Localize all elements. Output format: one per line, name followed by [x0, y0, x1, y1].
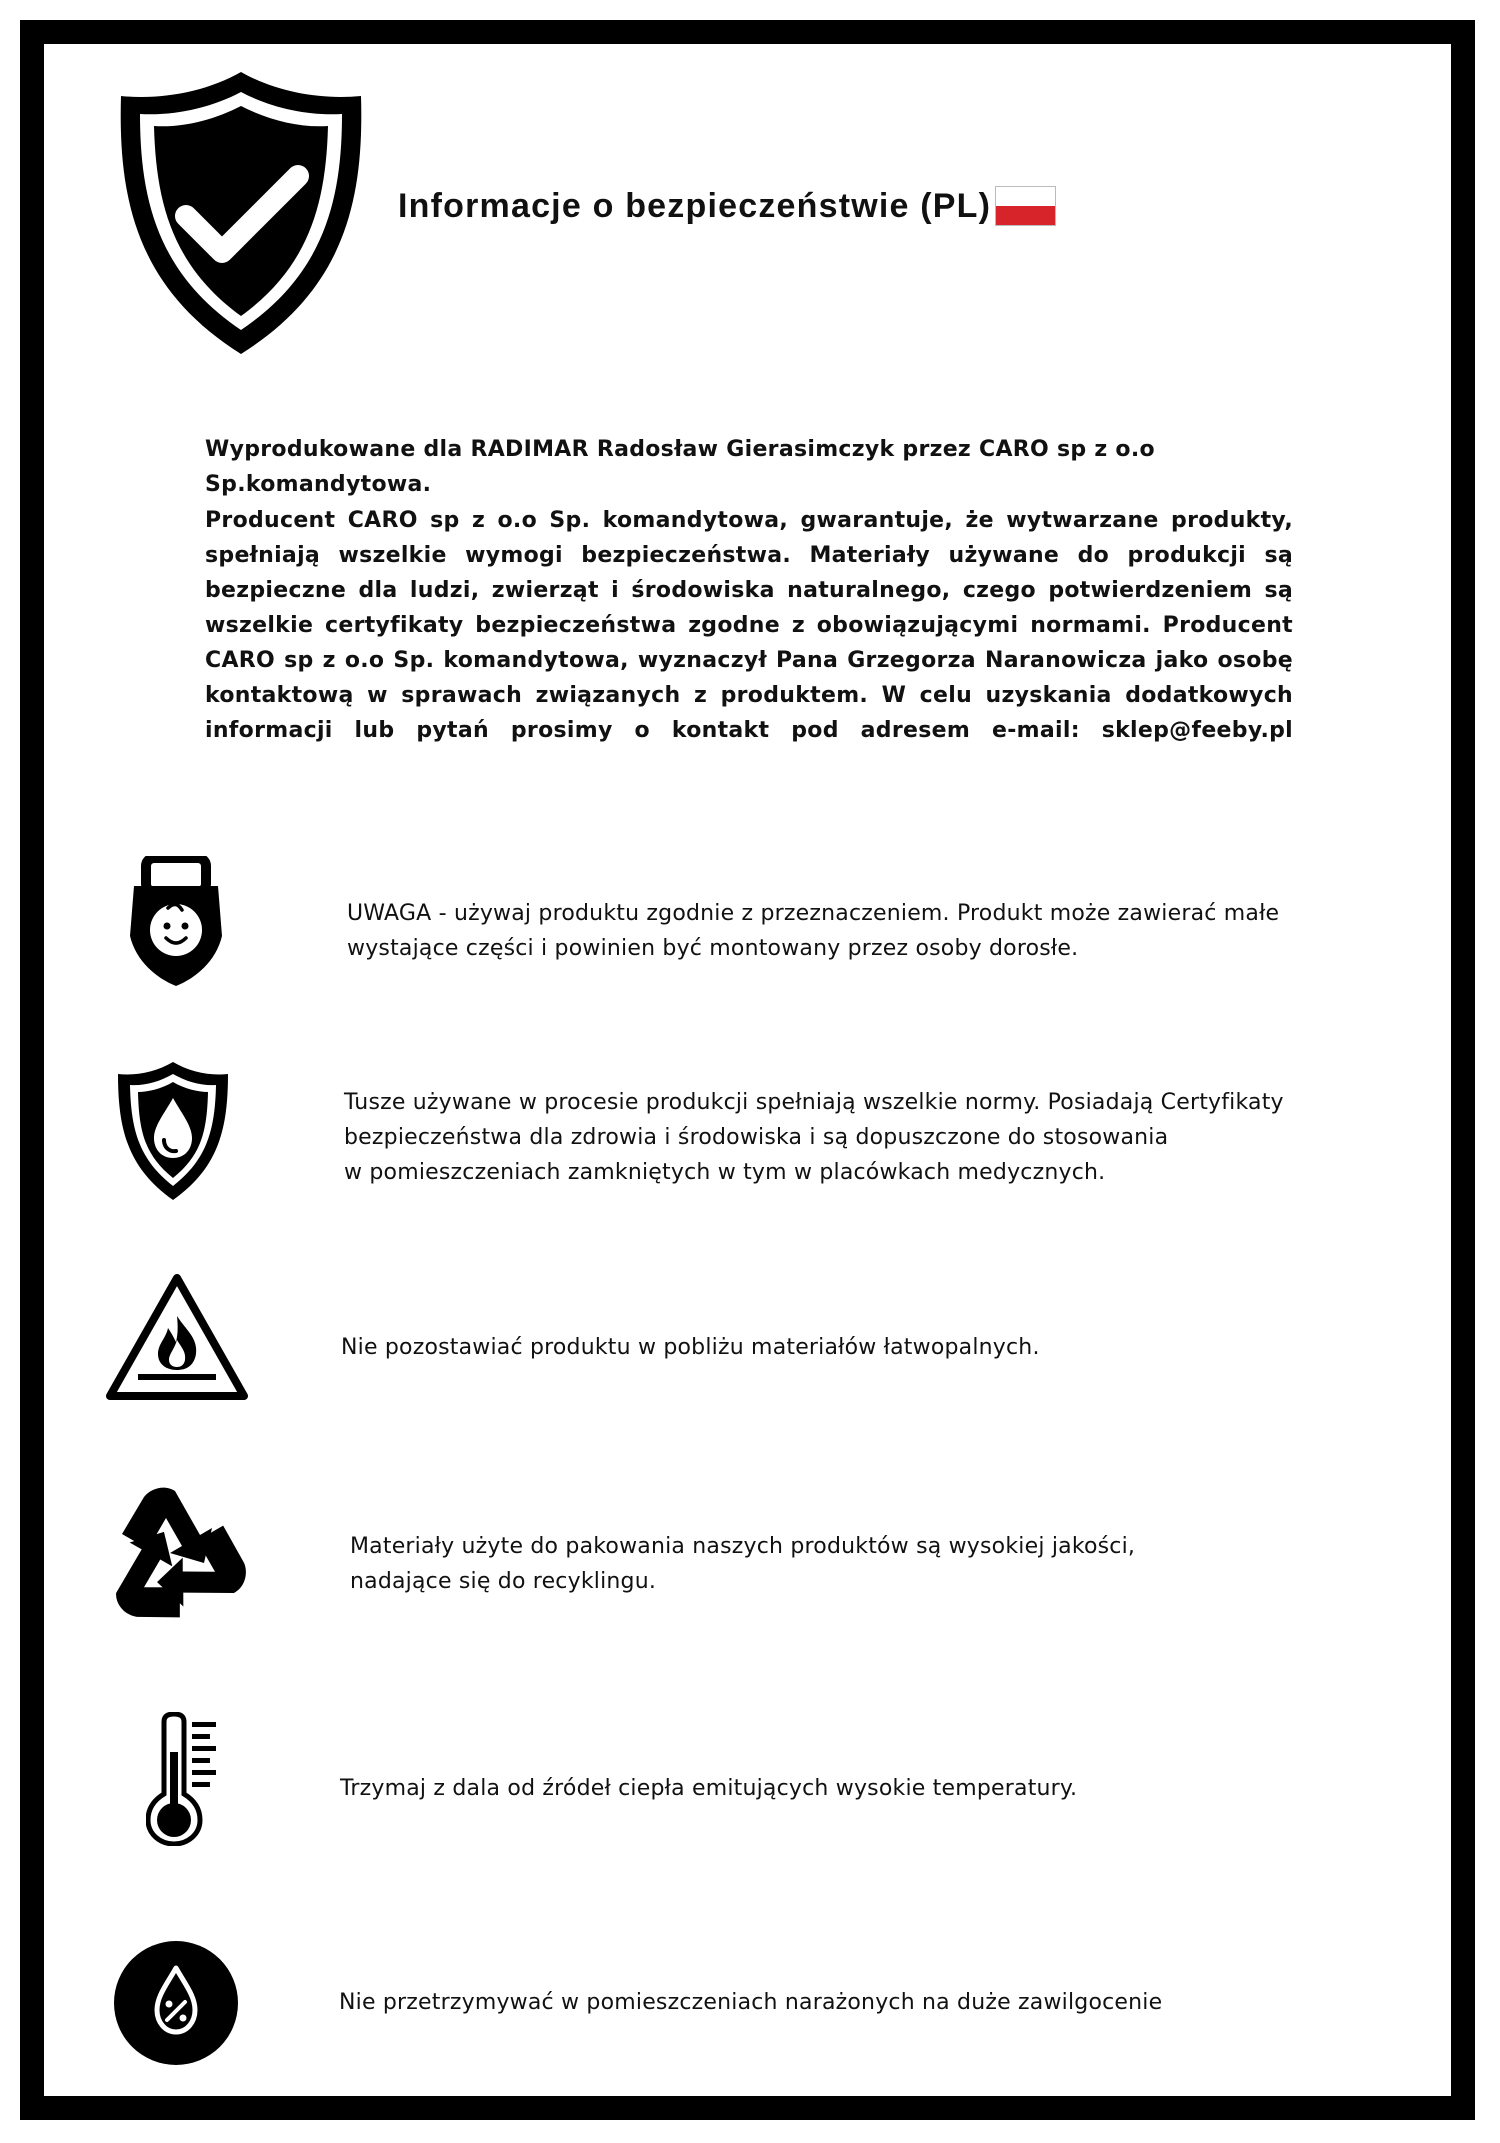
item-child-text: UWAGA - używaj produktu zgodnie z przeznaczeniem. Produkt może zawierać małe wystające części i powinien być montowany przez osoby dorosłe. — [347, 901, 1280, 961]
flammable-warning-icon — [104, 1272, 250, 1402]
item-flammable-text: Nie pozostawiać produktu w pobliżu materiałów łatwopalnych. — [341, 1335, 1040, 1360]
producer-statement: Producent CARO sp z o.o Sp. komandytowa, gwarantuje, że wytwarzane produkty, spełniają wszelkie wymogi bezpieczeństwa. Materiały używane do produkcji są bezpieczne dla ludzi, zwierząt i środowiska naturalnego, czego potwierdzeniem są wszelkie certyfikaty bezpieczeństwa zgodne z obowiązującymi normami. Producent CARO sp z o.o Sp. komandytowa, wyznaczył Pana Grzegorza Naranowicza jako osobę kontaktową w sprawach związanych z produktem. W celu uzyskania dodatkowych informacji lub pytań prosimy o kontakt pod adresem e-mail: sklep@feeby.pl — [205, 508, 1293, 743]
recycle-icon — [100, 1483, 250, 1627]
humidity-icon — [113, 1940, 239, 2066]
item-recycle-text: Materiały użyte do pakowania naszych produktów są wysokiej jakości, nadające się do recyklingu. — [350, 1534, 1136, 1594]
thermometer-icon — [146, 1712, 222, 1846]
item-ink-text: Tusze używane w procesie produkcji spełniają wszelkie normy. Posiadają Certyfikaty bezpieczeństwa dla zdrowia i środowiska i są dopuszczone do stosowania w pomieszczeniach zamkniętych w tym w placówkach medycznych. — [344, 1090, 1284, 1185]
page-title-text: Informacje o bezpieczeństwie (PL) — [398, 186, 992, 225]
manufactured-by-text: Wyprodukowane dla RADIMAR Radosław Gierasimczyk przez CARO sp z o.o Sp.komandytowa. — [205, 437, 1155, 497]
ink-drop-shield-icon — [116, 1060, 230, 1202]
poland-flag-icon — [995, 186, 1056, 226]
page-title — [398, 186, 1056, 226]
shield-check-icon — [116, 68, 366, 358]
item-humidity-text: Nie przetrzymywać w pomieszczeniach narażonych na duże zawilgocenie — [339, 1990, 1163, 2015]
item-heat-text: Trzymaj z dala od źródeł ciepła emitujących wysokie temperatury. — [340, 1776, 1078, 1801]
child-weight-icon — [126, 856, 226, 988]
